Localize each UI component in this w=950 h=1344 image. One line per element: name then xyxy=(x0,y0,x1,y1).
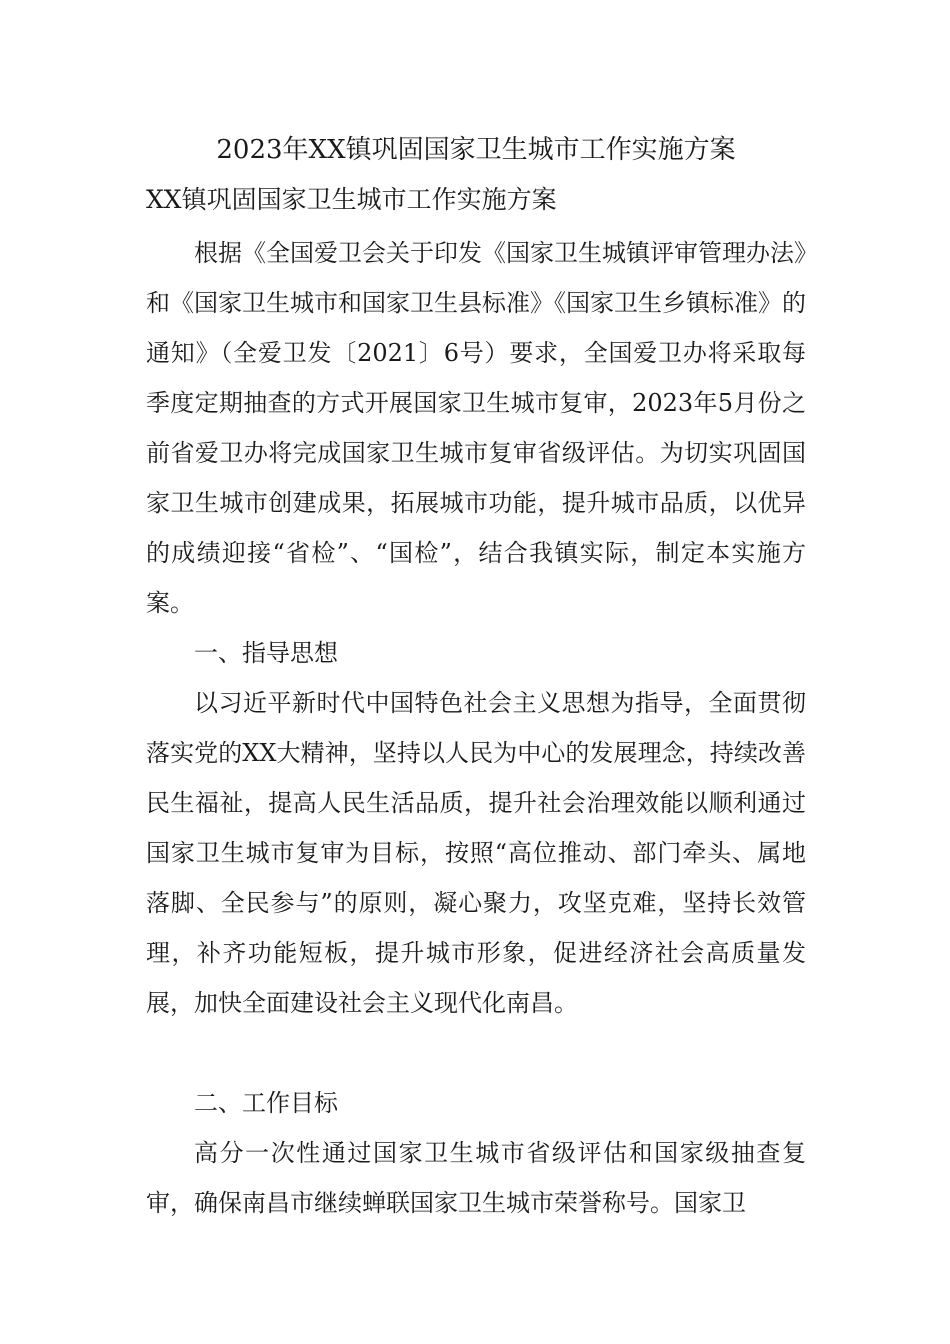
section-heading-guiding-ideology: 一、指导思想 xyxy=(194,639,338,667)
guiding-ideology-paragraph: 以习近平新时代中国特色社会主义思想为指导，全面贯彻落实党的XX大精神，坚持以人民为中心的发展理念，持续改善民生福祉，提高人民生活品质，提升社会治理效能以顺利通过国家卫生城市复审为目标，按照“高位推动、部门牵头、属地落脚、全民参与”的原则，凝心聚力，攻坚克难，坚持长效管理，补齐功能短板，提升城市形象，促进经济社会高质量发展，加快全面建设社会主义现代化南昌。 xyxy=(146,689,806,1017)
document-subtitle: XX镇巩固国家卫生城市工作实施方案 xyxy=(146,185,557,214)
intro-paragraph: 根据《全国爱卫会关于印发《国家卫生城镇评审管理办法》和《国家卫生城市和国家卫生县标准》《国家卫生乡镇标准》的通知》（全爱卫发〔2021〕6号）要求，全国爱卫办将采取每季度定期抽查的方式开展国家卫生城市复审，2023年5月份之前省爱卫办将完成国家卫生城市复审省级评估。为切实巩固国家卫生城市创建成果，拓展城市功能，提升城市品质，以优异的成绩迎接“省检”、“国检”，结合我镇实际，制定本实施方案。 xyxy=(146,239,806,617)
work-goals-paragraph: 高分一次性通过国家卫生城市省级评估和国家级抽查复审，确保南昌市继续蝉联国家卫生城市荣誉称号。国家卫 xyxy=(146,1139,806,1217)
document-body xyxy=(146,228,806,1228)
document-title: 2023年XX镇巩固国家卫生城市工作实施方案 xyxy=(216,135,736,165)
section-heading-work-goals: 二、工作目标 xyxy=(194,1089,338,1117)
